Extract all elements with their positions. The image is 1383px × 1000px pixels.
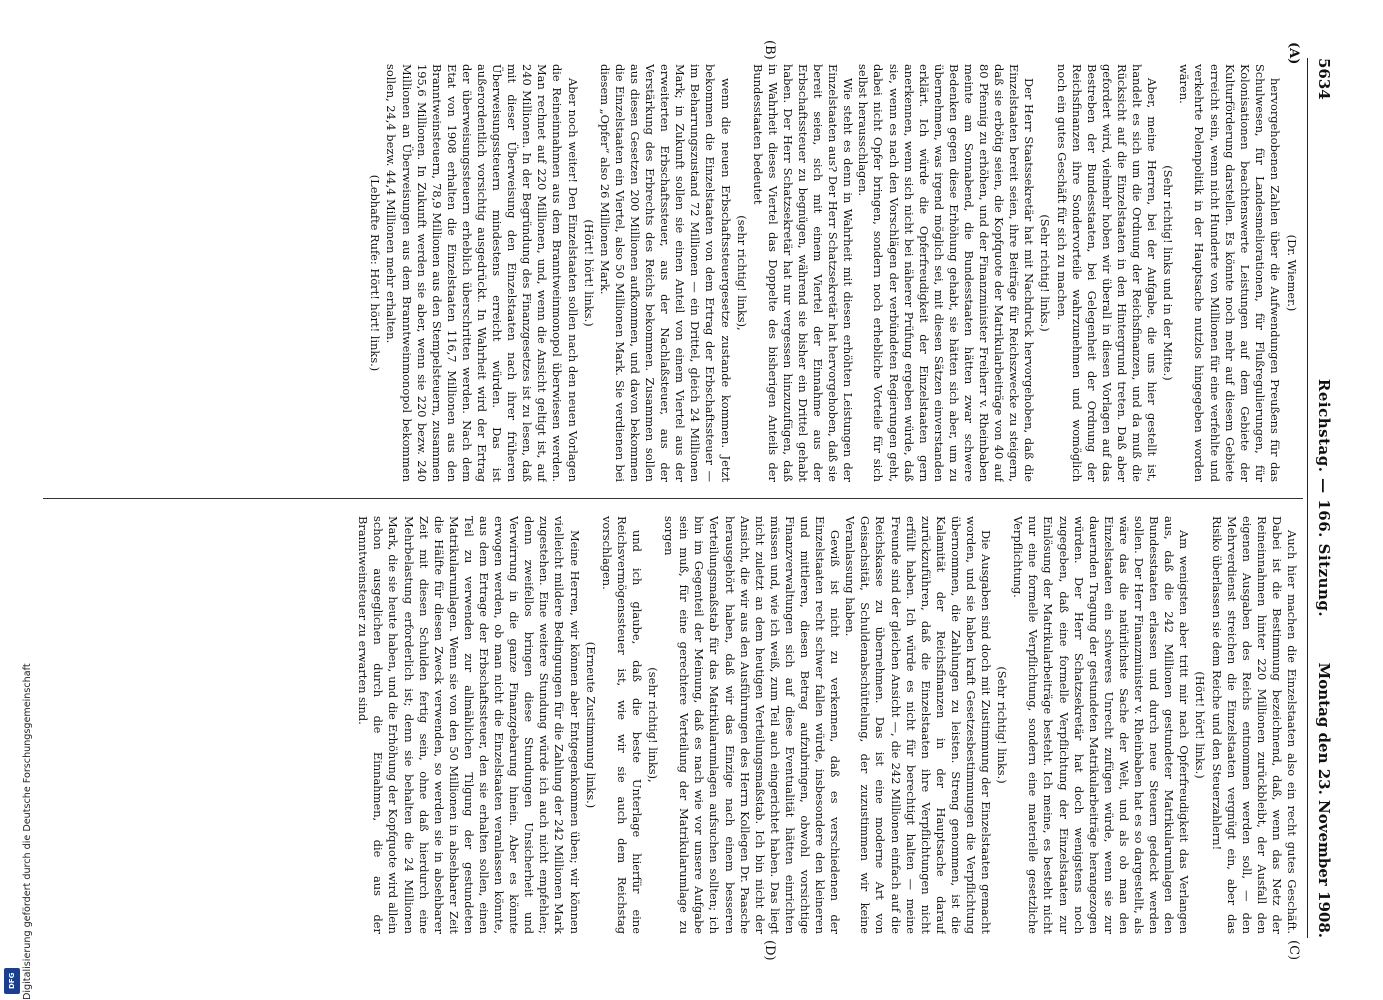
interjection: (Hört! hört! links.) <box>581 219 596 327</box>
margin-marker-c: (C) <box>1286 940 1301 961</box>
dfg-logo: DFG <box>4 968 20 994</box>
paragraph: und ich glaube, daß die beste Unterlage hierfür eine Reichsvermögenssteuer ist, wie wir sie auch dem Reichstag vorschlagen. <box>599 516 644 934</box>
paragraph: Auch hier machen die Einzelstaaten also ein recht gutes Geschäft. Dabei ist die Bestimmung bezeichnend, daß, wenn das Netz der Reineinnahmen hinter 220 Millionen zurückbleibt, der Ausfall den eigenen Ausgaben des Reichs entnommen werden soll, — den Mehrverdienst streichen die Einzelstaaten vergnügt ein, aber das Risiko überlassen sie dem Reiche und den Steuerzahlern! <box>1209 516 1299 934</box>
paragraph: Wie steht es denn in Wahrheit mit diesen erhöhten Leistungen der Einzelstaaten aus? Der Herr Schatzsekretär hat hervorgehoben, daß sie bereit seien, sich mit einem Viertel der Einnahme aus der Erbschaftssteuer zu begnügen, während sie bisher ein Drittel gehabt haben. Der Herr Schatzsekretär hat nur vergessen hinzuzufügen, daß in Wahrheit dieses Viertel das Doppelte des bisherigen Anteils der Bundesstaaten bedeutet <box>750 64 856 482</box>
paragraph: hervorgehobenen Zahlen über die Aufwendungen Preußens für das Schulwesen, für Landesmeliorationen, für Flußregulierungen, für Kolonisationen beachtenswerte Leistungen auf dem Gebiete der Kulturförderung darstellen. Es könnte noch mehr auf diesem Gebiete erreicht sein, wenn nicht Hunderte von Millionen für eine verfehlte und verkehrte Polenpolitik in der Hauptsache nutzlos hingegeben worden wären. <box>1177 64 1282 482</box>
left-text-column <box>49 64 1299 482</box>
paragraph: Am wenigsten aber tritt mir nach Opferfreudigkeit das Verlangen aus, daß die 242 Millionen gestundeter Matrikularumlagen den Bundesstaaten erlassen und durch neue Steuern gedeckt werden sollen. Der Herr Finanzminister v. Rheinbaben hat es so dargestellt, als wäre das die natürlichste Sache der Welt, und als ob man den Einzelstaaten ein schweres Unrecht zufügen würde, wenn sie zur dauernden Tragung der gestundeten Matrikularbeiträge herangezogen würden. Der Herr Schatzsekretär hat doch wenigstens noch zugegeben, daß eine formelle Verpflichtung der Einzelstaaten zur Einlösung der Matrikularbeiträge besteht. Ich meine, es besteht nicht nur eine formelle Verpflichtung, sondern eine materielle gesetzliche Verpflichtung. <box>1011 516 1192 934</box>
margin-marker-b: (B) <box>762 40 777 60</box>
running-head: Reichstag. — 166. Sitzung. <box>1315 378 1333 618</box>
paragraph: Gewiß ist nicht zu verkennen, daß es verschiedenen der Einzelstaaten recht schwer fallen würde, insbesondere den kleineren und mittleren, diesen Betrag aufzubringen, obwohl vorsichtige Finanzverwaltungen sich auf diese Eventualität hätten einrichten müssen und, wie ich weiß, zum Teil auch eingerichtet haben. Das liegt nicht zuletzt an dem heutigen Verteilungsmaßstab. Ich bin nicht der Ansicht, die wir aus den Ausführungen des Herrn Kollegen Dr. Paasche herausgehört haben, daß wir das Einzige nach einem besseren Verteilungsmaßstab für das Matrikularumlagen aufsuchen sollten; ich bin im Gegenteil der Meinung, daß es nach wie vor unsere Aufgabe sein muß, für eine gerechtere Verteilung der Matrikularumlage zu sorgen <box>662 516 843 934</box>
interjection: (Sehr richtig! links und in der Mitte.) <box>1161 165 1176 381</box>
paragraph: Aber noch weiter! Den Einzelstaaten sollen nach den neuen Vorlagen die Reineinnahmen aus dem Branntweinmonopol überwiesen werden. Man rechnet auf 220 Millionen, und, wenn die Ansicht geltigt ist, auf 240 Millionen. In der Begründung des Finanzgesetzes ist zu lesen, daß mit dieser Überweisung den Einzelstaaten nach ihrer früheren Überweisungssteuern mindestens erreicht würden. Das ist außerordentlich vorsichtig ausgedrückt. In Wahrheit wird der Ertrag der überweisungssteuern erheblich überschritten werden. Nach dem Etat von 1908 erhalten die Einzelstaaten 116,7 Millionen aus den Branntweinsteuern, 78,9 Millionen aus den Stempelsteuern, zusammen 195,6 Millionen. In Zukunft werden sie aber, wenn sie 220 bezw. 240 Millionen an Überweisungen aus dem Branntweinmonopol bekommen sollen, 24,4 bezw. 44,4 Millionen mehr erhalten. <box>384 64 580 482</box>
interjection: (Lebhafte Rufe: Hört! hört! links.) <box>368 174 383 372</box>
speaker-name: (Dr. Wiemer.) <box>1285 234 1299 312</box>
digitization-note-text: Digitalisierung gefördert durch die Deutsche Forschungsgemeinschaft <box>22 663 33 1000</box>
page-number: 5634 <box>1315 58 1333 100</box>
paragraph: Die Ausgaben sind doch mit Zustimmung der Einzelstaaten gemacht worden, und sie haben kraft Gesetzesbestimmungen die Verpflichtung übernommen, die Zahlungen zu leisten. Streng genommen, ist die Kalamität der Reichsfinanzen in der Hauptsache darauf zurückzuführen, daß die Einzelstaaten ihre Verpflichtungen nicht erfüllt haben. Ich würde es nicht für berechtigt halten — meine Freunde sind der gleichen Ansicht —, die 242 Millionen einfach auf die Reichskasse zu übernehmen. Das ist eine moderne Art von Geisachsität, Schuldenabschüttelung, der zuzustimmen wir keine Veranlassung haben. <box>843 516 994 934</box>
page-header <box>1313 58 1333 938</box>
interjection: (sehr richtig! links), <box>646 667 661 783</box>
margin-marker-a: (A) <box>1286 42 1301 65</box>
right-text-column <box>49 516 1299 934</box>
interjection: (Sehr richtig! links.) <box>1038 214 1053 332</box>
interjection: (Erneute Zustimmung links.) <box>583 641 598 809</box>
margin-marker-d: (D) <box>762 940 777 961</box>
paragraph: Meine Herren, wir können aber Entgegenkommen üben; wir können vielleicht mildere Bedingungen für die Zahlung der 242 Millionen Mark zugestehen. Eine weitere Stundung würde ich auch nicht empfehlen; denn zweifellos bringen diese Stundungen Unsicherheit und Verwirrung in die ganze Finanzgebarung hinein. Aber es könnte erwogen werden, ob man nicht die Einzelstaaten veranlassen könnte, aus dem Ertrage der Erbschaftssteuer, den sie erhalten sollen, einen Teil zu verwenden zur allmählichen Tilgung der gestundeten Matrikularumlagen. Wenn sie von den 50 Millionen in absehbarer Zeit die Hälfte für diesen Zweck verwenden, so werden sie in absehbarer Zeit mit diesen Schulden fertig sein, ohne daß hierdurch eine Mehrbelastung erforderlich ist; denn sie behalten die 24 Millionen Mark, die sie heute haben, und die Erhöhung der Kopfquote wird allein schon ausgeglichen durch die Einnahmen, die aus der Branntweinsteuer zu erwarten sind. <box>356 516 582 934</box>
paragraph: wenn die neuen Erbschaftssteuergesetze zustande kommen. Jetzt bekommen die Einzelstaaten von dem Ertrag der Erbschaftssteuer — im Beharrungszustand 72 Millionen — ein Drittel, gleich 24 Millionen Mark; in Zukunft sollen sie einen Anteil von einem Viertel aus der erweiterten Erbschaftssteuer, aus der Nachlaßsteuer, aus der Verstärkung des Erbrechts des Reichs bekommen. Zusammen sollen aus diesen Gesetzen 200 Millionen aufkommen, und davon bekommen die Einzelstaaten ein Viertel, also 50 Millionen Mark. Sie verdienen bei diesem „Opfer“ also 26 Millionen Mark. <box>597 64 733 482</box>
interjection: (sehr richtig! links), <box>734 215 749 331</box>
session-date: Montag den 23. November 1908. <box>1315 662 1333 938</box>
paragraph: Der Herr Staatssekretär hat mit Nachdruck hervorgehoben, daß die Einzelstaaten bereit seien, ihre Beiträge für Reichszwecke zu steigern, daß sie erbötig seien, die Kopfquote der Matrikularbeiträge von 40 auf 80 Pfennig zu erhöhen, und der Finanzminister Freiherr v. Rheinbaben meinte am Sonnabend, die Bundesstaaten hätten zwar schwere Bedenken gegen diese Erhöhung gehabt, sie hätten sich aber, um zu übernehmen, was irgend möglich sei, mit diesen Sätzen einverstanden erklärt. Ich würde die Opferfreudigkeit der Einzelstaaten gern anerkennen, wenn sich nicht bei näherer Prüfung ergeben würde, daß sie, wenn es nach den Vorschlägen der verbündeten Regierungen geht, dabei nicht Opfer bringen, sondern noch erhebliche Vorteile für sich selbst herausschlagen. <box>856 64 1037 482</box>
column-divider <box>43 498 1303 499</box>
header-rule <box>1307 58 1308 938</box>
interjection: (Sehr richtig! links.) <box>995 666 1010 784</box>
digitization-note <box>0 0 33 1000</box>
interjection: (Hört! hört! links.) <box>1193 671 1208 779</box>
paragraph: Aber, meine Herren, bei der Aufgabe, die uns hier gestellt ist, handelt es sich um die Ordnung der Reichsfinanzen, und da muß die Rücksicht auf die Einzelstaaten in den Hintergrund treten. Daß aber gefordert wird, vielmehr hoben wir überall in diesen Vorlagen auf das Bestreben der Bundesstaaten, bei Gelegenheit der Ordnung der Reichsfinanzen ihre Sondervorteile wahrzunehmen und womöglich noch ein gutes Geschäft für sich zu machen. <box>1054 64 1160 482</box>
